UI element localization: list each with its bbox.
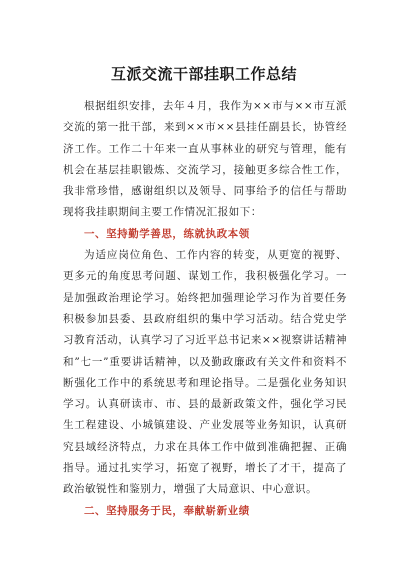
section-1-paragraph: 为适应岗位角色、工作内容的转变，从更宽的视野、更多元的角度思考问题、谋划工作，我积极强化学习。一是加强政治理论学习。始终把加强理论学习作为首要任务积极参加县委、县政府组织的集中学习活动。结合党史学习教育活动，认真学习了习近平总书记来××视察讲话精神和”七一”重要讲话精神，以及勤政廉政有关文件和资料不断强化工作中的系统思考和理论指导。二是强化业务知识学习。认真研读市、市、县的最新政策文件，强化学习民生工程建设、小城镇建设、产业发展等业务知识，认真研究县域经济特点，力求在具体工作中做到准确把握、正确指导。通过扎实学习，拓宽了视野，增长了才干，提高了政治敏锐性和鉴别力，增强了大局意识、中心意识。 bbox=[63, 249, 347, 496]
intro-paragraph: 根据组织安排，去年４月，我作为××市与××市互派交流的第一批干部，来到××市××县挂任副县长，协管经济工作。工作二十年来一直从事林业的研究与管理，能有机会在基层挂职锻炼、交流学习，接触更多综合性工作，我非常珍惜，感谢组织以及领导、同事给予的信任与帮助现将我挂职期间主要工作情况汇报如下： bbox=[63, 100, 347, 219]
document-body bbox=[63, 96, 347, 522]
section-heading-1: 一、坚持勤学善思，练就执政本领 bbox=[84, 227, 250, 240]
section-heading-2: 二、坚持服务于民，奉献崭新业绩 bbox=[84, 504, 250, 517]
document-title: 互派交流干部挂职工作总结 bbox=[110, 65, 297, 83]
